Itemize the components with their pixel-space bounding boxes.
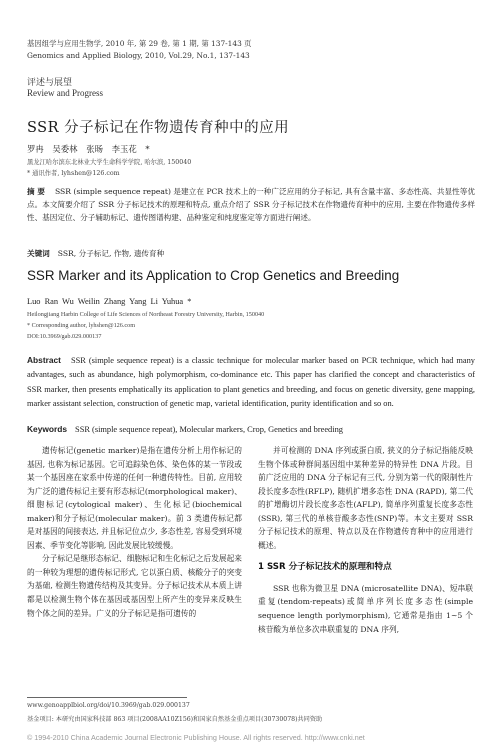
keywords-text-cn: SSR, 分子标记, 作物, 遗传育种	[57, 249, 165, 258]
paper-title-en: SSR Marker and its Application to Crop Genetics and Breeding	[27, 268, 400, 283]
keywords-text-en: SSR (simple sequence repeat), Molecular markers, Crop, Genetics and breeding	[75, 425, 343, 434]
copyright-watermark: © 1994-2010 China Academic Journal Electronic Publishing House. All rights reserved. http://www.cnki.net	[27, 733, 365, 742]
keywords-label-en: Keywords	[27, 424, 68, 434]
body-paragraph: 分子标记是继形态标记、细胞标记和生化标记之后发展起来的一种较为理想的遗传标记形式, 它以蛋白质、核酸分子的突变为基础, 检测生物遗传结构及其变异。分子标记技术从本质上讲都是以检测生物个体在基因或基因型上所产生的变异来反映生物个体之间的差异。广义的分子标记是指可遗传的	[27, 554, 242, 618]
keywords-cn	[27, 248, 164, 259]
abstract-text-en: SSR (simple sequence repeat) is a classic technique for molecular marker based on PCR technique, which had many advantages, such as abundance, high polymorphism, co-dominance etc. This paper has clarified the concept and characteristics of SSR marker, then presents emphatically its application to plant genetics and breeding, and focus on genetic diversity, gene mapping, marker assistant selection, construction of genetic map, varietal identification, purity identification and so on.	[27, 356, 475, 408]
abstract-label-en: Abstract	[27, 355, 61, 365]
body-column-left	[27, 444, 242, 620]
doi-link[interactable]: DOI:10.3969/gab.029.000137	[27, 333, 102, 340]
authors-cn: 罗冉 吴委林 张旸 李玉花 *	[27, 144, 150, 154]
abstract-cn	[27, 185, 475, 224]
paper-title-cn: SSR 分子标记在作物遗传育种中的应用	[27, 120, 290, 136]
corresponding-author-en: * Corresponding author, lyhshen@126.com	[27, 322, 136, 329]
affiliation-cn: 黑龙江哈尔滨东北林业大学生命科学学院, 哈尔滨, 150040	[27, 159, 192, 166]
body-column-right	[258, 444, 473, 636]
corresponding-author-cn: * 通讯作者, lyhshen@126.com	[27, 170, 120, 177]
footnote-funding: 基金项目: 本研究由国家科技部 863 项目(2008AA10Z156)和国家自然基金重点项目(30730078)共同资助	[27, 716, 323, 723]
footnote-divider	[27, 697, 187, 698]
header-citation-en: Genomics and Applied Biology, 2010, Vol.29, No.1, 137-143	[27, 51, 250, 60]
body-paragraph: 并可检测的 DNA 序列或蛋白质, 狭义的分子标记指能反映生物个体或种群间基因组中某种差异的特异性 DNA 片段。目前广泛应用的 DNA 分子标记有三代, 分别为第一代的限制性片段长度多态性(RFLP), 随机扩增多态性 DNA (RAPD), 第二代的扩增酶切片段长度多态性(AFLP), 简单序列重复长度多态性(SSR), 第三代的单核苷酸多态性(SNP)等。本文主要对 SSR 分子标记技术的原理、特点以及在作物遗传育种中的应用进行概述。	[258, 446, 473, 550]
abstract-en	[27, 353, 475, 411]
abstract-text-cn: SSR (simple sequence repeat) 是建立在 PCR 技术上的一种广泛应用的分子标记, 具有含量丰富、多态性高、共显性等优点。本文简要介绍了 SSR 分子标记技术的原理和特点, 重点介绍了 SSR 分子标记技术在作物遗传育种中的应用, 主要在作物遗传多样性、基因定位、分子辅助标记、遗传图谱构建、品种鉴定和纯度鉴定等方面进行阐述。	[27, 187, 475, 222]
section-heading: 1 SSR 分子标记技术的原理和特点	[258, 562, 392, 573]
body-paragraph: SSR 也称为微卫星 DNA (microsatellite DNA)、短串联重复(tendom-repeats)或简单序列长度多态性(simple sequence length porlymorphism), 它通常是指由 1~5 个核苷酸为单位多次串联重复的 DNA 序列,	[258, 583, 473, 634]
authors-en: Luo Ran Wu Weilin Zhang Yang Li Yuhua *	[27, 297, 192, 306]
affiliation-en: Heilongjiang Harbin College of Life Sciences of Northeast Forestry University, Harbin, 150040	[27, 311, 265, 318]
header-citation-cn: 基因组学与应用生物学, 2010 年, 第 29 卷, 第 1 期, 第 137-143 页	[27, 39, 252, 48]
keywords-label-cn: 关键词	[27, 249, 50, 258]
section-type-cn: 评述与展望	[27, 78, 73, 88]
running-header	[27, 38, 252, 62]
keywords-en	[27, 424, 343, 434]
footnote-url-link[interactable]: www.genoapplbiol.org/doi/10.3969/gab.029.000137	[27, 702, 190, 709]
body-paragraph: 遗传标记(genetic marker)是指在遗传分析上用作标记的基因, 也称为标记基因。它可追踪染色体、染色体的某一节段或某一个基因座在家系中传递的任何一种遗传特性。目前, 应用较为广泛的遗传标记主要有形态标记(morphological maker)、细胞标记(cytological maker)、生化标记(biochemical maker)和分子标记(molecular maker)。前 3 类遗传标记都是对基因的间接表达, 并且标记位点少, 多态性差, 容易受到环境因素、季节变化等影响, 因此发展比较缓慢。	[27, 446, 242, 550]
section-type-en: Review and Progress	[27, 88, 103, 98]
abstract-label-cn: 摘 要	[27, 187, 45, 196]
